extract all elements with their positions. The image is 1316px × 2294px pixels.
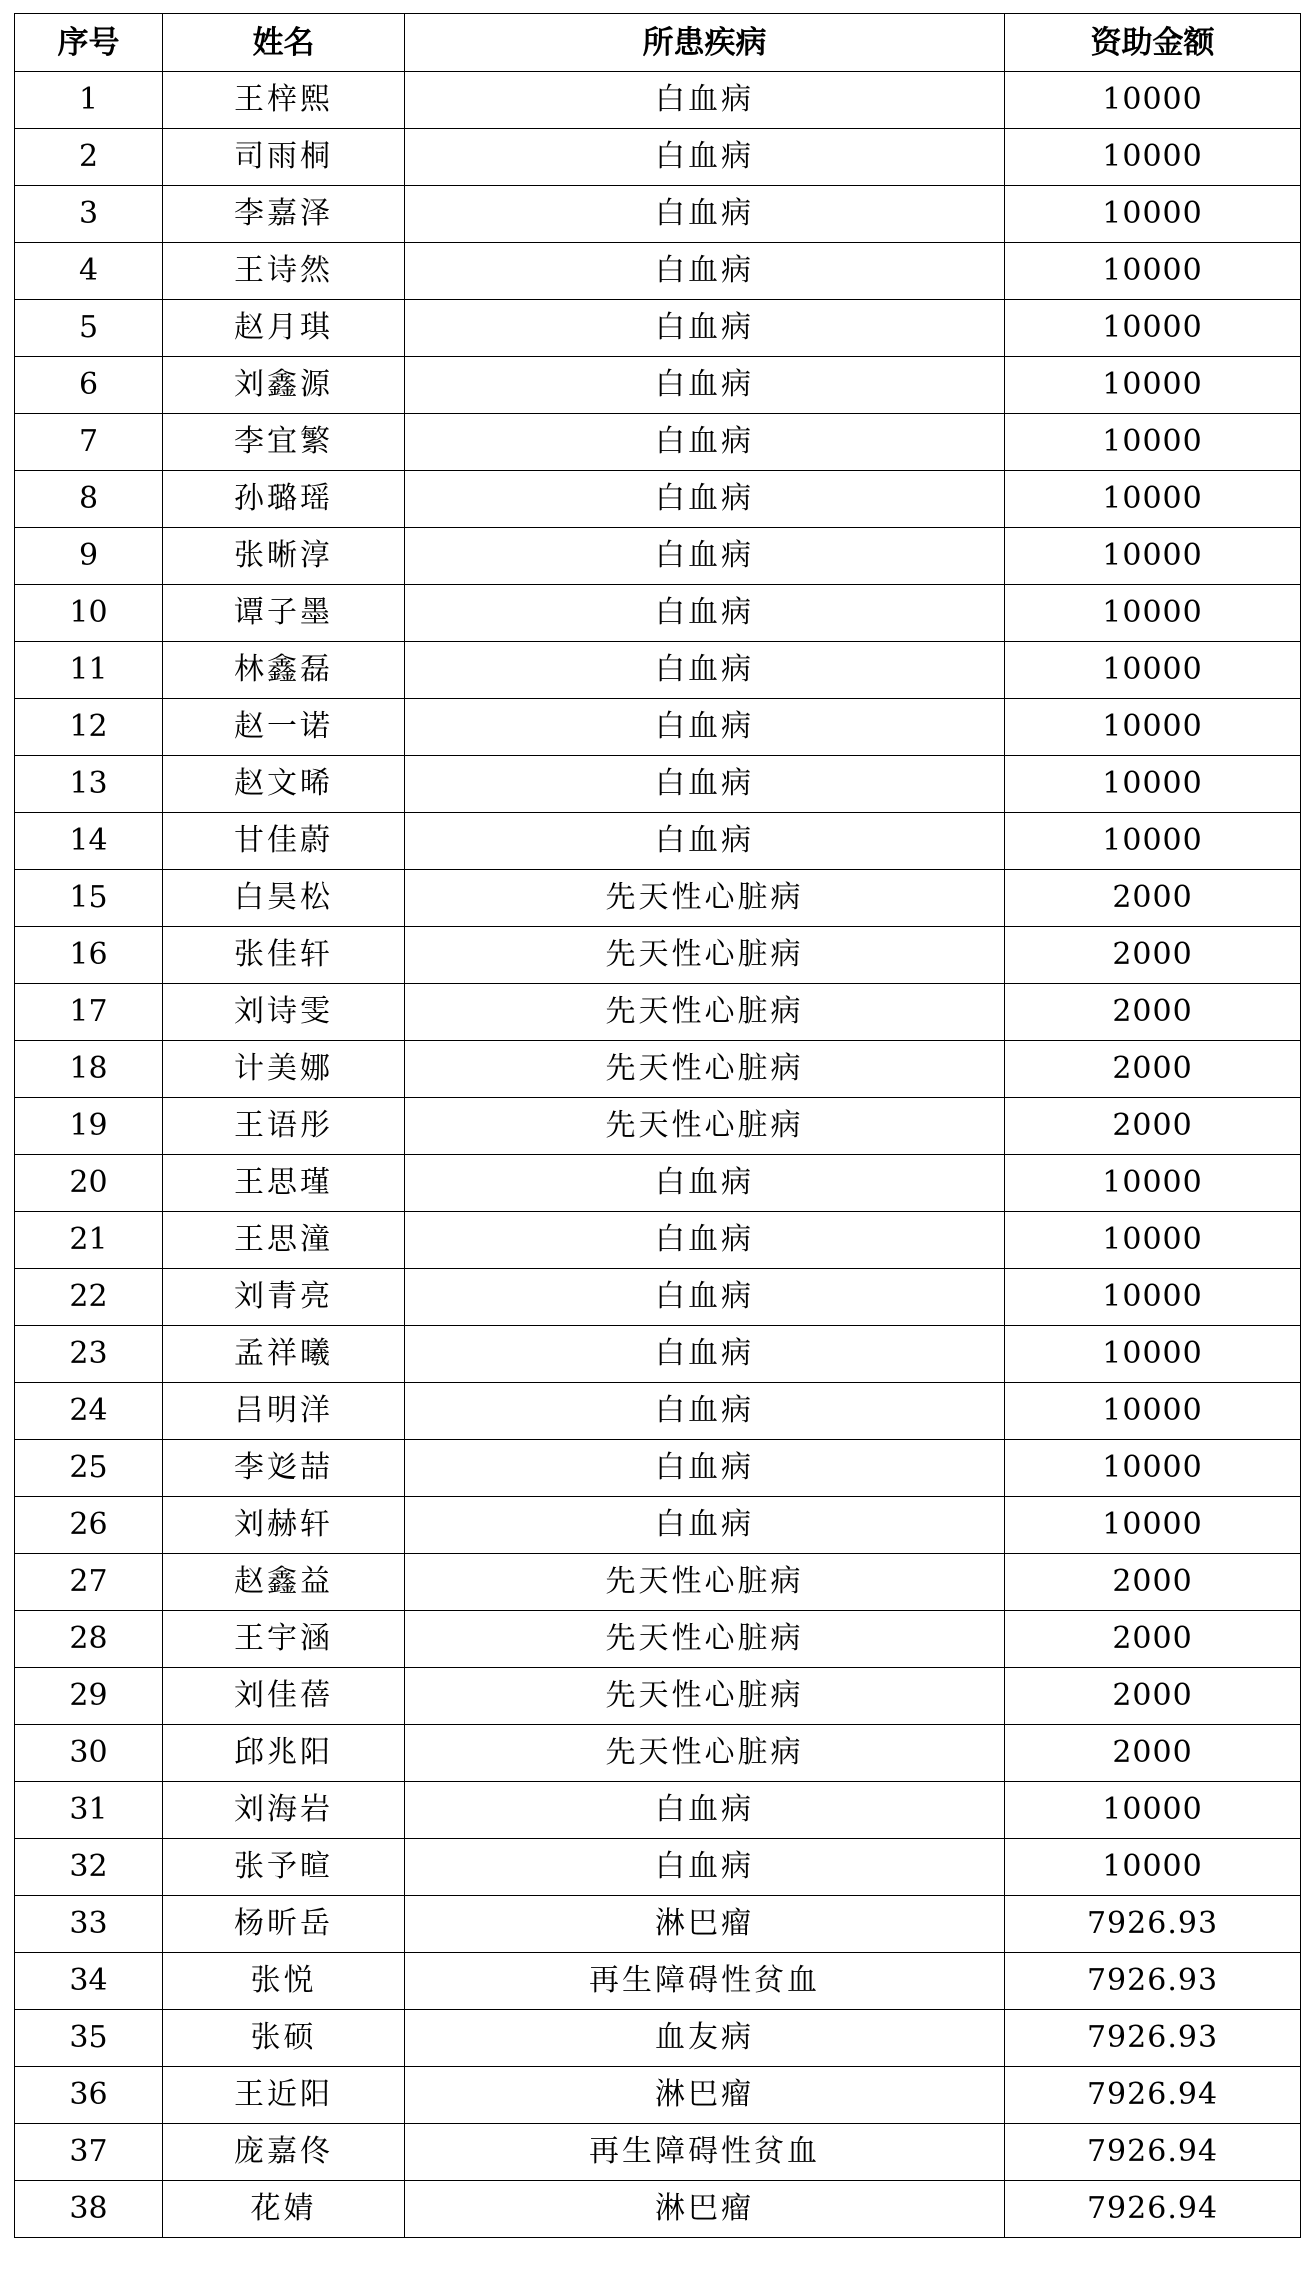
cell-name: 张佳轩	[163, 927, 405, 984]
cell-disease: 白血病	[405, 756, 1005, 813]
header-disease: 所患疾病	[405, 14, 1005, 72]
cell-amount: 10000	[1005, 585, 1301, 642]
table-row	[15, 984, 1301, 1041]
cell-no: 13	[15, 756, 163, 813]
cell-no: 34	[15, 1953, 163, 2010]
cell-disease: 先天性心脏病	[405, 1611, 1005, 1668]
table-row	[15, 186, 1301, 243]
cell-amount: 10000	[1005, 243, 1301, 300]
cell-amount: 10000	[1005, 414, 1301, 471]
header-name: 姓名	[163, 14, 405, 72]
header-no: 序号	[15, 14, 163, 72]
table-row	[15, 72, 1301, 129]
cell-amount: 2000	[1005, 1725, 1301, 1782]
cell-name: 刘佳蓓	[163, 1668, 405, 1725]
cell-amount: 10000	[1005, 699, 1301, 756]
cell-amount: 10000	[1005, 528, 1301, 585]
cell-disease: 白血病	[405, 1440, 1005, 1497]
table-row	[15, 1611, 1301, 1668]
cell-name: 刘海岩	[163, 1782, 405, 1839]
table-row	[15, 927, 1301, 984]
table-row	[15, 1440, 1301, 1497]
cell-name: 杨昕岳	[163, 1896, 405, 1953]
cell-no: 12	[15, 699, 163, 756]
table-row	[15, 357, 1301, 414]
cell-disease: 淋巴瘤	[405, 2181, 1005, 2238]
cell-name: 孙璐瑶	[163, 471, 405, 528]
cell-no: 21	[15, 1212, 163, 1269]
cell-disease: 白血病	[405, 528, 1005, 585]
cell-amount: 10000	[1005, 1839, 1301, 1896]
cell-amount: 10000	[1005, 1782, 1301, 1839]
cell-name: 吕明洋	[163, 1383, 405, 1440]
cell-amount: 2000	[1005, 984, 1301, 1041]
cell-amount: 10000	[1005, 1155, 1301, 1212]
table-row	[15, 813, 1301, 870]
table-row	[15, 1212, 1301, 1269]
cell-amount: 10000	[1005, 357, 1301, 414]
cell-no: 28	[15, 1611, 163, 1668]
cell-name: 王诗然	[163, 243, 405, 300]
table-header-row	[15, 14, 1301, 72]
table-row	[15, 2124, 1301, 2181]
cell-name: 王宇涵	[163, 1611, 405, 1668]
cell-name: 赵文晞	[163, 756, 405, 813]
cell-name: 张予暄	[163, 1839, 405, 1896]
cell-no: 1	[15, 72, 163, 129]
cell-name: 李嘉泽	[163, 186, 405, 243]
cell-disease: 白血病	[405, 1839, 1005, 1896]
table-row	[15, 642, 1301, 699]
cell-name: 王思瑾	[163, 1155, 405, 1212]
cell-disease: 白血病	[405, 186, 1005, 243]
cell-no: 2	[15, 129, 163, 186]
table-row	[15, 1554, 1301, 1611]
cell-disease: 白血病	[405, 414, 1005, 471]
cell-disease: 先天性心脏病	[405, 984, 1005, 1041]
table-row	[15, 471, 1301, 528]
cell-disease: 白血病	[405, 471, 1005, 528]
cell-disease: 再生障碍性贫血	[405, 1953, 1005, 2010]
cell-disease: 白血病	[405, 1155, 1005, 1212]
table-row	[15, 1839, 1301, 1896]
cell-no: 15	[15, 870, 163, 927]
cell-disease: 白血病	[405, 129, 1005, 186]
table-row	[15, 1383, 1301, 1440]
cell-amount: 2000	[1005, 1041, 1301, 1098]
cell-no: 29	[15, 1668, 163, 1725]
cell-amount: 2000	[1005, 927, 1301, 984]
table-row	[15, 129, 1301, 186]
cell-no: 8	[15, 471, 163, 528]
cell-disease: 白血病	[405, 585, 1005, 642]
table-row	[15, 243, 1301, 300]
table-row	[15, 699, 1301, 756]
cell-amount: 2000	[1005, 1611, 1301, 1668]
cell-no: 32	[15, 1839, 163, 1896]
cell-no: 10	[15, 585, 163, 642]
table-row	[15, 1953, 1301, 2010]
cell-disease: 淋巴瘤	[405, 2067, 1005, 2124]
table-row	[15, 414, 1301, 471]
cell-amount: 7926.94	[1005, 2124, 1301, 2181]
cell-name: 刘鑫源	[163, 357, 405, 414]
cell-name: 孟祥曦	[163, 1326, 405, 1383]
cell-name: 李彣喆	[163, 1440, 405, 1497]
cell-no: 22	[15, 1269, 163, 1326]
cell-amount: 10000	[1005, 1383, 1301, 1440]
cell-name: 王梓熙	[163, 72, 405, 129]
cell-no: 16	[15, 927, 163, 984]
cell-disease: 先天性心脏病	[405, 1041, 1005, 1098]
table-row	[15, 2067, 1301, 2124]
cell-name: 白昊松	[163, 870, 405, 927]
table-row	[15, 585, 1301, 642]
table-row	[15, 1155, 1301, 1212]
cell-amount: 10000	[1005, 72, 1301, 129]
cell-no: 36	[15, 2067, 163, 2124]
cell-no: 27	[15, 1554, 163, 1611]
cell-name: 谭子墨	[163, 585, 405, 642]
cell-disease: 白血病	[405, 243, 1005, 300]
cell-amount: 7926.94	[1005, 2067, 1301, 2124]
cell-name: 赵月琪	[163, 300, 405, 357]
cell-amount: 10000	[1005, 186, 1301, 243]
cell-no: 3	[15, 186, 163, 243]
cell-no: 24	[15, 1383, 163, 1440]
cell-name: 张晰淳	[163, 528, 405, 585]
cell-no: 31	[15, 1782, 163, 1839]
cell-name: 庞嘉佟	[163, 2124, 405, 2181]
table-row	[15, 1668, 1301, 1725]
cell-name: 王思潼	[163, 1212, 405, 1269]
table-row	[15, 528, 1301, 585]
aid-recipients-table	[14, 13, 1301, 2238]
cell-amount: 10000	[1005, 1326, 1301, 1383]
cell-amount: 10000	[1005, 1269, 1301, 1326]
cell-no: 4	[15, 243, 163, 300]
cell-disease: 白血病	[405, 72, 1005, 129]
cell-name: 李宜繁	[163, 414, 405, 471]
cell-amount: 10000	[1005, 129, 1301, 186]
cell-disease: 白血病	[405, 699, 1005, 756]
cell-amount: 7926.93	[1005, 1896, 1301, 1953]
table-row	[15, 1896, 1301, 1953]
cell-no: 18	[15, 1041, 163, 1098]
table-row	[15, 870, 1301, 927]
cell-no: 6	[15, 357, 163, 414]
cell-name: 计美娜	[163, 1041, 405, 1098]
cell-no: 5	[15, 300, 163, 357]
cell-name: 司雨桐	[163, 129, 405, 186]
cell-amount: 10000	[1005, 471, 1301, 528]
cell-amount: 2000	[1005, 1554, 1301, 1611]
cell-disease: 白血病	[405, 357, 1005, 414]
header-amount: 资助金额	[1005, 14, 1301, 72]
cell-name: 花婧	[163, 2181, 405, 2238]
cell-name: 王近阳	[163, 2067, 405, 2124]
cell-disease: 血友病	[405, 2010, 1005, 2067]
cell-name: 邱兆阳	[163, 1725, 405, 1782]
table-row	[15, 756, 1301, 813]
cell-disease: 白血病	[405, 1326, 1005, 1383]
cell-no: 11	[15, 642, 163, 699]
cell-name: 刘赫轩	[163, 1497, 405, 1554]
cell-disease: 白血病	[405, 642, 1005, 699]
cell-disease: 先天性心脏病	[405, 1554, 1005, 1611]
table-row	[15, 1497, 1301, 1554]
table-row	[15, 1326, 1301, 1383]
cell-amount: 10000	[1005, 642, 1301, 699]
cell-disease: 先天性心脏病	[405, 1098, 1005, 1155]
cell-disease: 白血病	[405, 1383, 1005, 1440]
table-row	[15, 2010, 1301, 2067]
table-row	[15, 1098, 1301, 1155]
cell-amount: 2000	[1005, 1668, 1301, 1725]
cell-no: 30	[15, 1725, 163, 1782]
table-row	[15, 1269, 1301, 1326]
cell-amount: 10000	[1005, 1497, 1301, 1554]
cell-name: 张悦	[163, 1953, 405, 2010]
cell-disease: 先天性心脏病	[405, 1668, 1005, 1725]
cell-disease: 白血病	[405, 300, 1005, 357]
cell-amount: 7926.93	[1005, 2010, 1301, 2067]
cell-amount: 7926.93	[1005, 1953, 1301, 2010]
cell-amount: 10000	[1005, 1440, 1301, 1497]
cell-name: 刘青亮	[163, 1269, 405, 1326]
table-body	[15, 72, 1301, 2238]
table-row	[15, 1725, 1301, 1782]
cell-disease: 白血病	[405, 1497, 1005, 1554]
cell-name: 王语彤	[163, 1098, 405, 1155]
cell-disease: 白血病	[405, 813, 1005, 870]
cell-name: 赵一诺	[163, 699, 405, 756]
cell-name: 甘佳蔚	[163, 813, 405, 870]
cell-no: 26	[15, 1497, 163, 1554]
cell-name: 张硕	[163, 2010, 405, 2067]
cell-no: 7	[15, 414, 163, 471]
table-row	[15, 1041, 1301, 1098]
cell-no: 17	[15, 984, 163, 1041]
cell-no: 20	[15, 1155, 163, 1212]
table-row	[15, 300, 1301, 357]
cell-amount: 2000	[1005, 870, 1301, 927]
cell-disease: 先天性心脏病	[405, 1725, 1005, 1782]
cell-no: 14	[15, 813, 163, 870]
cell-disease: 先天性心脏病	[405, 927, 1005, 984]
cell-name: 林鑫磊	[163, 642, 405, 699]
cell-disease: 白血病	[405, 1212, 1005, 1269]
cell-amount: 7926.94	[1005, 2181, 1301, 2238]
cell-amount: 10000	[1005, 300, 1301, 357]
cell-name: 赵鑫益	[163, 1554, 405, 1611]
cell-disease: 白血病	[405, 1782, 1005, 1839]
cell-amount: 2000	[1005, 1098, 1301, 1155]
cell-no: 38	[15, 2181, 163, 2238]
cell-amount: 10000	[1005, 1212, 1301, 1269]
table-row	[15, 1782, 1301, 1839]
cell-name: 刘诗雯	[163, 984, 405, 1041]
cell-amount: 10000	[1005, 756, 1301, 813]
cell-no: 25	[15, 1440, 163, 1497]
cell-disease: 白血病	[405, 1269, 1005, 1326]
cell-no: 9	[15, 528, 163, 585]
cell-disease: 先天性心脏病	[405, 870, 1005, 927]
cell-no: 23	[15, 1326, 163, 1383]
cell-amount: 10000	[1005, 813, 1301, 870]
cell-disease: 淋巴瘤	[405, 1896, 1005, 1953]
cell-no: 19	[15, 1098, 163, 1155]
cell-no: 37	[15, 2124, 163, 2181]
cell-disease: 再生障碍性贫血	[405, 2124, 1005, 2181]
cell-no: 35	[15, 2010, 163, 2067]
table-row	[15, 2181, 1301, 2238]
cell-no: 33	[15, 1896, 163, 1953]
